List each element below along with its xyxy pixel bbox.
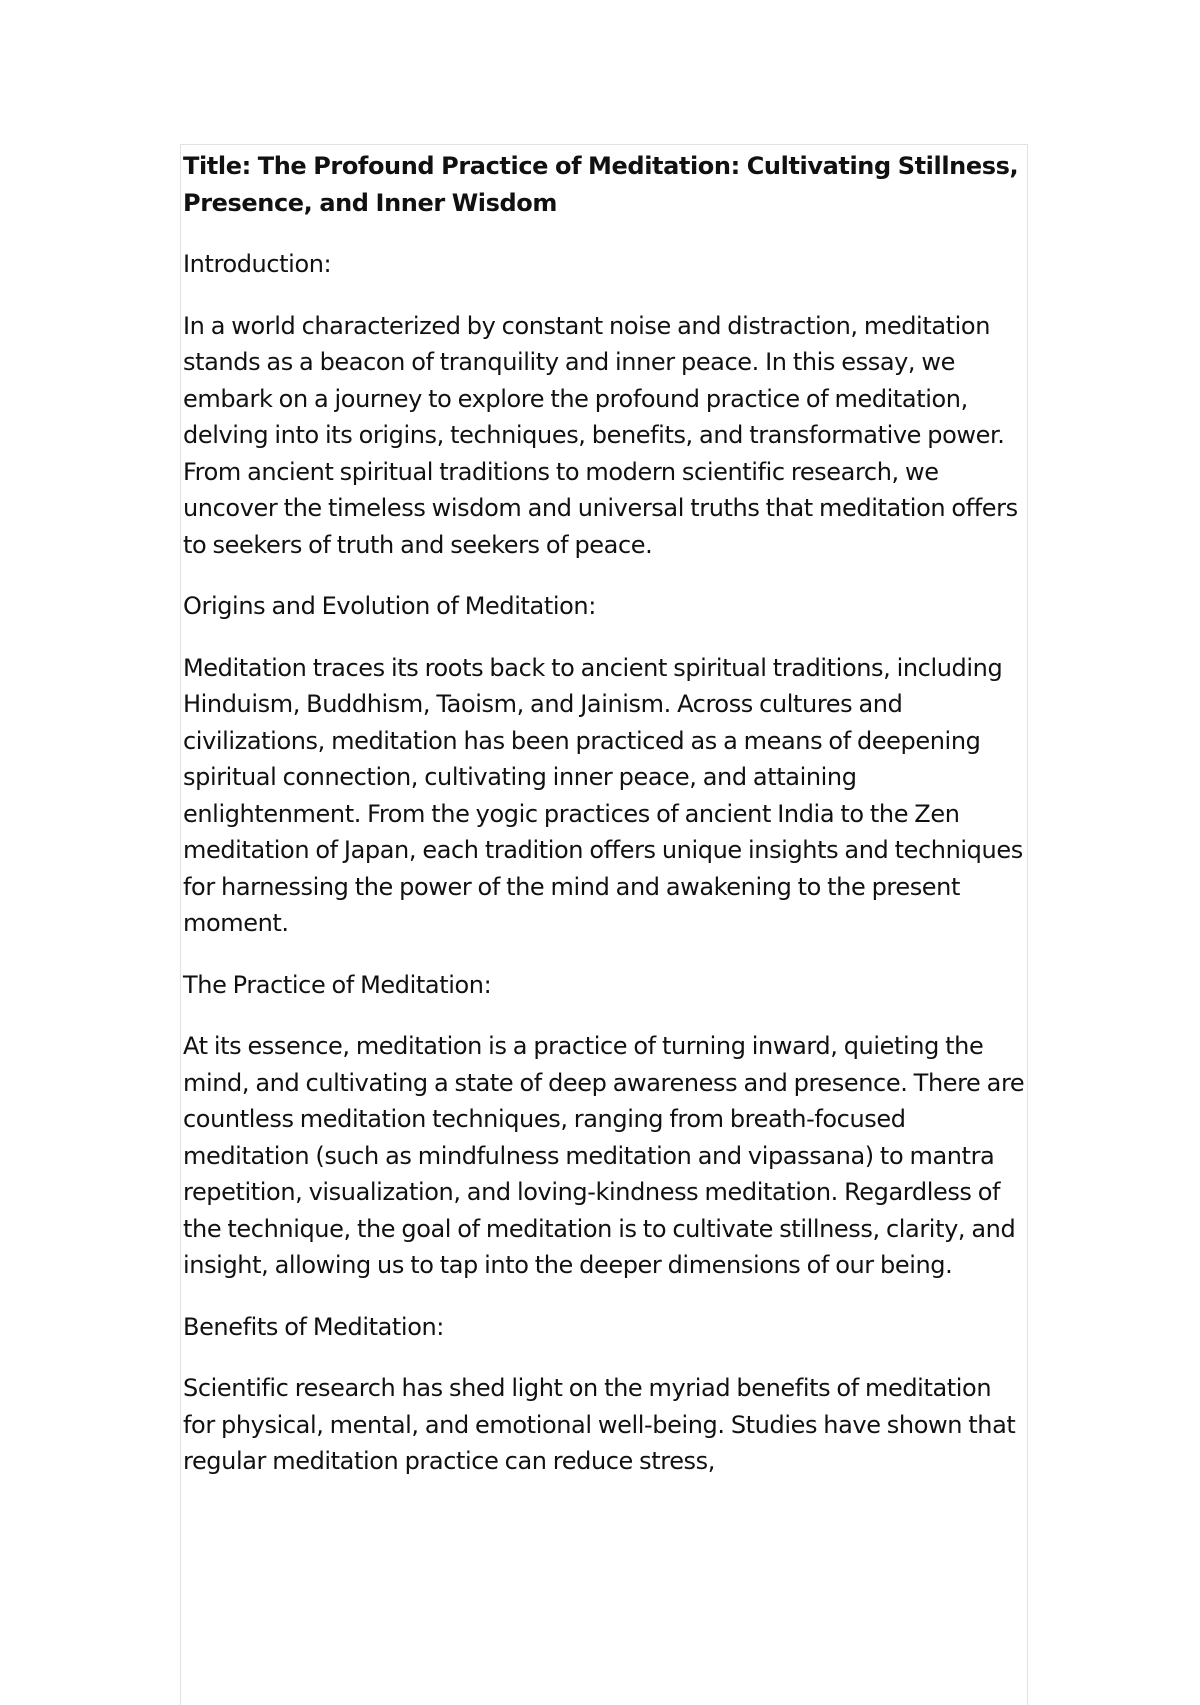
section-body-benefits: Scientific research has shed light on the myriad benefits of meditation for physical, mental, and emotional well-being. Studies have shown that regular meditation practice can reduce stress, xyxy=(183,1374,1016,1475)
section-heading-introduction: Introduction: xyxy=(183,250,332,278)
section-body-practice: At its essence, meditation is a practice of turning inward, quieting the mind, and cultivating a state of deep awareness and presence. There are countless meditation techniques, ranging from breath-focused meditation (such as mindfulness meditation and vipassana) to mantra repetition, visualization, and loving-kindness meditation. Regardless of the technique, the goal of meditation is to cultivate stillness, clarity, and insight, allowing us to tap into the deeper dimensions of our being. xyxy=(183,1032,1025,1279)
section-body-introduction: In a world characterized by constant noise and distraction, meditation stands as a beacon of tranquility and inner peace. In this essay, we embark on a journey to explore the profound practice of meditation, delving into its origins, techniques, benefits, and transformative power. From ancient spiritual traditions to modern scientific research, we uncover the timeless wisdom and universal truths that meditation offers to seekers of truth and seekers of peace. xyxy=(183,311,1018,559)
document-content xyxy=(183,148,1028,1505)
section-heading-practice: The Practice of Meditation: xyxy=(183,970,492,999)
section-heading-origins: Origins and Evolution of Meditation: xyxy=(183,592,596,620)
section-heading-benefits: Benefits of Meditation: xyxy=(183,1312,444,1341)
document-title: Title: The Profound Practice of Meditation: Cultivating Stillness, Presence, and Inner Wisdom xyxy=(183,152,1019,217)
section-body-origins: Meditation traces its roots back to ancient spiritual traditions, including Hinduism, Buddhism, Taoism, and Jainism. Across cultures and civilizations, meditation has been practiced as a means of deepening spiritual connection, cultivating inner peace, and attaining enlightenment. From the yogic practices of ancient India to the Zen meditation of Japan, each tradition offers unique insights and techniques for harnessing the power of the mind and awakening to the present moment. xyxy=(183,653,1023,937)
